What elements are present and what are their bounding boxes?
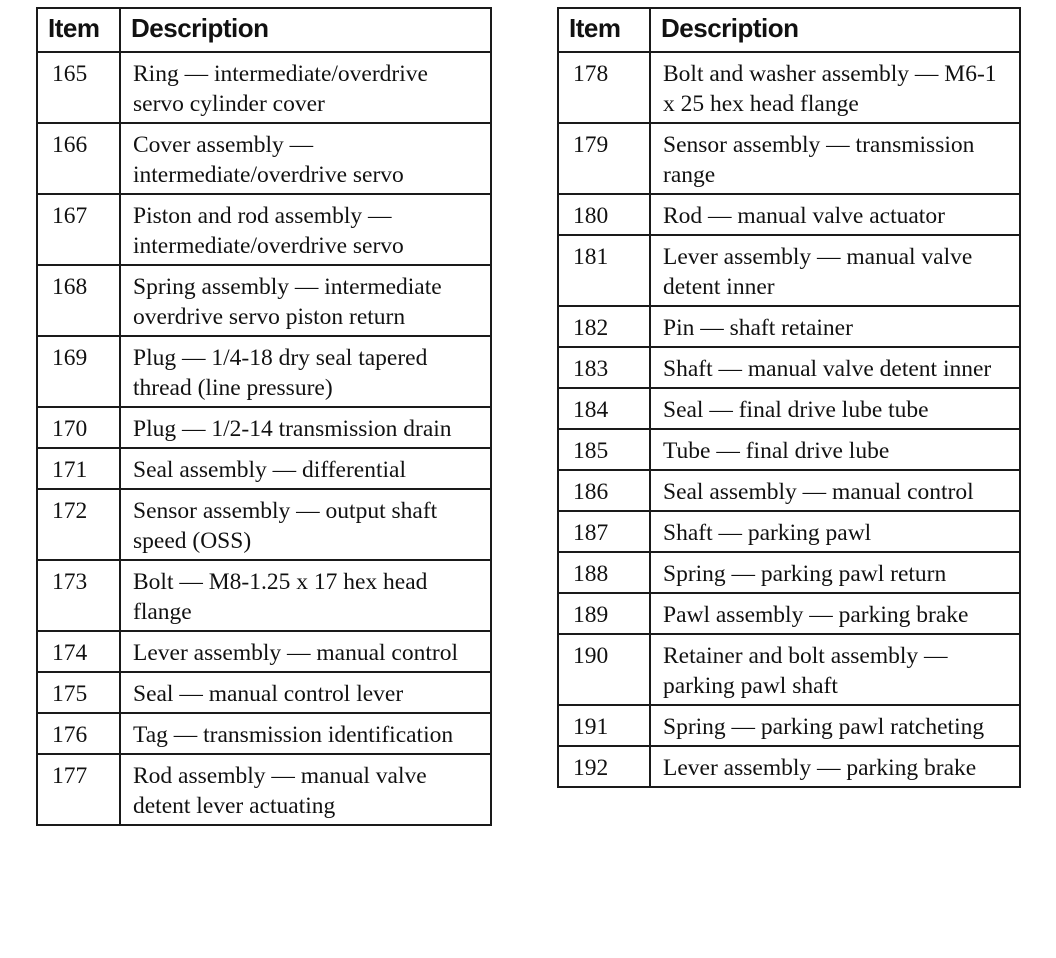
table-row <box>37 754 491 825</box>
table-row <box>37 123 491 194</box>
item-description: Seal — final drive lube tube <box>650 388 1020 429</box>
parts-table-left <box>36 7 492 826</box>
table-row <box>558 705 1020 746</box>
item-number: 172 <box>37 489 120 560</box>
table-row <box>558 511 1020 552</box>
item-description: Ring — intermediate/overdrive servo cylinder cover <box>120 52 491 123</box>
item-number: 181 <box>558 235 650 306</box>
item-number: 182 <box>558 306 650 347</box>
table-row <box>37 194 491 265</box>
item-description: Piston and rod assembly — intermediate/overdrive servo <box>120 194 491 265</box>
item-number: 173 <box>37 560 120 631</box>
item-description: Bolt and washer assembly — M6-1 x 25 hex head flange <box>650 52 1020 123</box>
left-table-body <box>37 52 491 825</box>
item-number: 165 <box>37 52 120 123</box>
item-description: Spring — parking pawl ratcheting <box>650 705 1020 746</box>
item-number: 174 <box>37 631 120 672</box>
table-row <box>37 672 491 713</box>
header-item: Item <box>37 8 120 52</box>
table-row <box>558 194 1020 235</box>
item-number: 186 <box>558 470 650 511</box>
item-number: 167 <box>37 194 120 265</box>
item-number: 191 <box>558 705 650 746</box>
item-description: Spring — parking pawl return <box>650 552 1020 593</box>
item-number: 178 <box>558 52 650 123</box>
item-description: Tag — transmission identification <box>120 713 491 754</box>
item-number: 166 <box>37 123 120 194</box>
item-description: Lever assembly — parking brake <box>650 746 1020 787</box>
table-row <box>558 593 1020 634</box>
item-number: 170 <box>37 407 120 448</box>
item-number: 187 <box>558 511 650 552</box>
item-number: 183 <box>558 347 650 388</box>
item-description: Lever assembly — manual valve detent inner <box>650 235 1020 306</box>
table-row <box>558 746 1020 787</box>
item-number: 189 <box>558 593 650 634</box>
item-number: 188 <box>558 552 650 593</box>
table-row <box>37 265 491 336</box>
table-row <box>37 336 491 407</box>
table-row <box>37 713 491 754</box>
item-description: Sensor assembly — output shaft speed (OSS) <box>120 489 491 560</box>
item-number: 171 <box>37 448 120 489</box>
header-row <box>37 8 491 52</box>
item-number: 176 <box>37 713 120 754</box>
item-description: Shaft — parking pawl <box>650 511 1020 552</box>
item-number: 192 <box>558 746 650 787</box>
item-number: 168 <box>37 265 120 336</box>
header-description: Description <box>650 8 1020 52</box>
item-number: 177 <box>37 754 120 825</box>
item-description: Rod — manual valve actuator <box>650 194 1020 235</box>
item-description: Seal assembly — differential <box>120 448 491 489</box>
table-row <box>558 470 1020 511</box>
table-row <box>37 407 491 448</box>
header-description: Description <box>120 8 491 52</box>
item-description: Spring assembly — intermediate overdrive servo piston return <box>120 265 491 336</box>
table-row <box>37 560 491 631</box>
right-table-body <box>558 52 1020 787</box>
table-row <box>37 489 491 560</box>
table-row <box>558 306 1020 347</box>
item-number: 190 <box>558 634 650 705</box>
table-row <box>558 123 1020 194</box>
item-description: Pin — shaft retainer <box>650 306 1020 347</box>
header-item: Item <box>558 8 650 52</box>
item-number: 175 <box>37 672 120 713</box>
item-description: Plug — 1/2-14 transmission drain <box>120 407 491 448</box>
table-row <box>558 388 1020 429</box>
table-row <box>37 52 491 123</box>
table-row <box>558 52 1020 123</box>
item-description: Retainer and bolt assembly — parking pawl shaft <box>650 634 1020 705</box>
item-number: 169 <box>37 336 120 407</box>
item-number: 184 <box>558 388 650 429</box>
item-description: Cover assembly — intermediate/overdrive servo <box>120 123 491 194</box>
table-row <box>558 429 1020 470</box>
item-number: 180 <box>558 194 650 235</box>
item-description: Seal — manual control lever <box>120 672 491 713</box>
item-description: Pawl assembly — parking brake <box>650 593 1020 634</box>
table-row <box>558 634 1020 705</box>
item-description: Seal assembly — manual control <box>650 470 1020 511</box>
item-description: Bolt — M8-1.25 x 17 hex head flange <box>120 560 491 631</box>
header-row <box>558 8 1020 52</box>
table-row <box>558 235 1020 306</box>
item-description: Tube — final drive lube <box>650 429 1020 470</box>
item-description: Plug — 1/4-18 dry seal tapered thread (line pressure) <box>120 336 491 407</box>
table-row <box>37 448 491 489</box>
parts-table-right <box>557 7 1021 788</box>
table-row <box>558 552 1020 593</box>
item-number: 179 <box>558 123 650 194</box>
table-row <box>37 631 491 672</box>
item-description: Sensor assembly — transmission range <box>650 123 1020 194</box>
table-row <box>558 347 1020 388</box>
item-description: Shaft — manual valve detent inner <box>650 347 1020 388</box>
item-description: Lever assembly — manual control <box>120 631 491 672</box>
item-description: Rod assembly — manual valve detent lever actuating <box>120 754 491 825</box>
item-number: 185 <box>558 429 650 470</box>
